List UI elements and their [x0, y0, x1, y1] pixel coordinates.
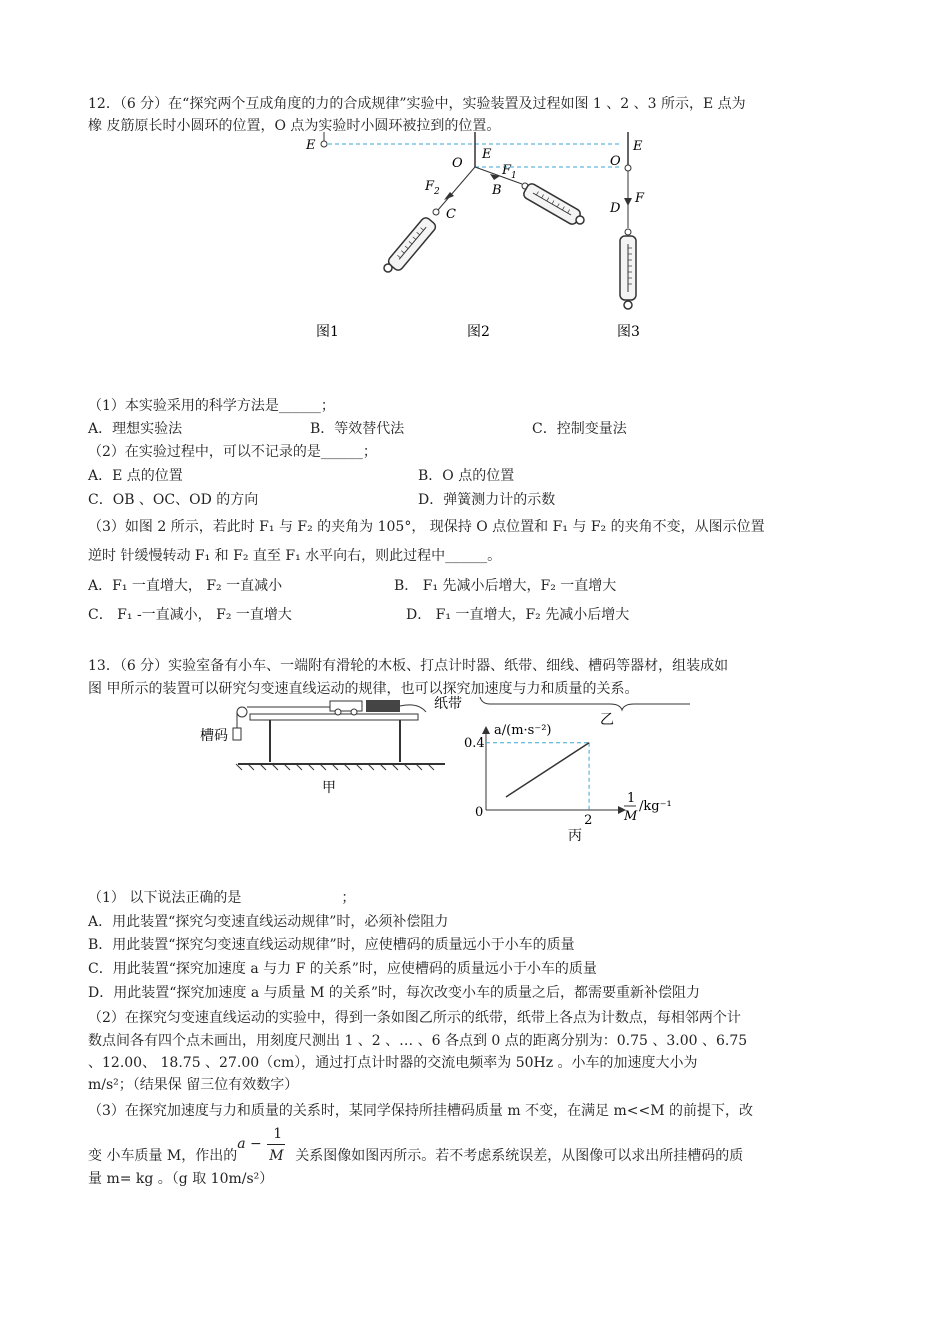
q13-sub2-line3: 、12.00、 18.75 、27.00（cm），通过打点计时器的交流电频率为 50Hz 。小车的加速度大小为	[88, 1055, 698, 1071]
graph-bing	[464, 723, 672, 844]
ring-d	[625, 229, 631, 235]
q12-sub3-option-a: A．F₁ 一直增大， F₂ 一直减小	[88, 578, 283, 594]
label-e-fig2: E	[482, 147, 492, 162]
caption-bing: 丙	[568, 828, 582, 844]
q13-sub2-line1: （2）在探究匀变速直线运动的实验中，得到一条如图乙所示的纸带，纸带上各点为计数点，每相邻两个计	[88, 1010, 741, 1026]
label-cao-ma: 槽码	[200, 728, 228, 744]
q12-sub1-option-b: B．等效替代法	[310, 421, 405, 437]
q13-sub3-fraction	[237, 1126, 295, 1166]
label-d: D	[610, 201, 621, 216]
spring-scale-d	[620, 236, 636, 300]
q12-sub3-line2: 逆时 针缓慢转动 F₁ 和 F₂ 直至 F₁ 水平向右，则此过程中______。	[88, 548, 502, 564]
q12-stem-line1: 12．（6 分）在“探究两个互成角度的力的合成规律”实验中，实验装置及过程如图 1 、2 、3 所示，E 点为	[88, 96, 746, 112]
caption-fig2: 图2	[467, 324, 490, 340]
label-o-fig2: O	[452, 156, 463, 171]
fraction-bar	[267, 1144, 285, 1145]
q13-sub2-line2: 数点间各有四个点未画出，用刻度尺测出 1 、2 、… 、6 各点到 0 点的距离分别为：0.75 、3.00 、6.75	[88, 1033, 748, 1049]
q12-sub2-option-c: C．OB 、OC、OD 的方向	[88, 492, 259, 508]
x-label-unit: /kg⁻¹	[639, 799, 672, 814]
q13-sub3-line2-b: 关系图像如图丙所示。若不考虑系统误差，从图像可以求出所挂槽码的质	[295, 1148, 744, 1164]
q13-sub1-text: （1） 以下说法正确的是	[88, 890, 242, 906]
x-label-num: 1	[627, 791, 636, 806]
label-f2: $F_2$	[425, 179, 440, 197]
q12-sub2-option-a: A．E 点的位置	[88, 468, 183, 484]
x-tick-label: 2	[584, 813, 593, 828]
q13-sub3-line3: 量 m= kg 。（g 取 10m/s²）	[88, 1171, 274, 1187]
label-e-fig3: E	[633, 139, 643, 154]
yi-brace	[480, 697, 690, 710]
caption-jia: 甲	[322, 780, 336, 796]
data-line	[506, 743, 589, 797]
q12-sub2-option-b: B．O 点的位置	[418, 468, 515, 484]
fraction-num: 1	[273, 1126, 283, 1142]
q13-stem-line2: 图 甲所示的装置可以研究匀变速直线运动的规律，也可以探究加速度与力和质量的关系。	[88, 681, 639, 697]
label-c: C	[446, 207, 456, 222]
q13-sub1-option-c: C．用此装置“探究加速度 a 与力 F 的关系”时，应使槽码的质量远小于小车的质量	[88, 961, 597, 977]
q12-sub1-option-a: A．理想实验法	[88, 421, 183, 437]
q12-sub3-option-c: C． F₁ -一直减小， F₂ 一直增大	[88, 607, 292, 623]
label-f: F	[635, 191, 645, 206]
f2-string	[438, 167, 475, 210]
q13-sub3-line2	[88, 1126, 744, 1166]
y-tick-label: 0.4	[464, 735, 485, 751]
label-o-fig3: O	[610, 154, 621, 169]
q12-sub3-option-d: D． F₁ 一直增大，F₂ 先减小后增大	[406, 607, 630, 623]
label-e-fig1: E	[306, 138, 316, 153]
spring-scale-b	[522, 182, 582, 226]
spring-scale-c	[387, 216, 438, 272]
q13-figure	[190, 692, 690, 852]
origin-label: 0	[475, 805, 484, 820]
caption-yi: 乙	[600, 712, 614, 728]
y-axis-label: a/(m·s⁻²)	[494, 723, 552, 738]
caption-fig1: 图1	[316, 324, 339, 340]
fraction-den: M	[269, 1148, 284, 1164]
q13-sub3-line1: （3）在探究加速度与力和质量的关系时，某同学保持所挂槽码质量 m 不变，在满足 m<<M 的前提下，改	[88, 1103, 754, 1119]
q12-sub2-option-d: D．弹簧测力计的示数	[418, 492, 556, 508]
q13-sub1-option-a: A．用此装置“探究匀变速直线运动规律”时，必须补偿阻力	[88, 914, 449, 930]
fraction-prefix: a −	[237, 1136, 262, 1152]
ring-e-fig1	[321, 141, 327, 147]
x-label-den: M	[624, 809, 638, 824]
q13-sub2-line4: m/s²；（结果保 留三位有效数字）	[88, 1077, 299, 1093]
cart-apparatus	[233, 700, 445, 770]
q13-stem-line1: 13．（6 分）实验室备有小车、一端附有滑轮的木板、打点计时器、纸带、细线、槽码等器材，组装成如	[88, 658, 729, 674]
q12-stem-line2: 橡 皮筋原长时小圆环的位置，O 点为实验时小圆环被拉到的位置。	[88, 118, 501, 134]
q13-sub1-option-d: D．用此装置“探究加速度 a 与质量 M 的关系”时，每次改变小车的质量之后，都需要重新补偿阻力	[88, 985, 701, 1001]
q12-sub3-line1: （3）如图 2 所示，若此时 F₁ 与 F₂ 的夹角为 105°， 现保持 O 点位置和 F₁ 与 F₂ 的夹角不变，从图示位置	[88, 519, 765, 535]
q12-sub1-option-c: C．控制变量法	[532, 421, 627, 437]
ring-o-fig3	[625, 165, 631, 171]
q13-sub1-option-b: B．用此装置“探究匀变速直线运动规律”时，应使槽码的质量远小于小车的质量	[88, 937, 575, 953]
label-zhi-dai: 纸带	[434, 696, 462, 712]
q12-sub3-option-b: B． F₁ 先减小后增大，F₂ 一直增大	[394, 578, 617, 594]
q12-sub1: （1）本实验采用的科学方法是______；	[88, 398, 335, 414]
q13-sub1-blank: ；	[341, 890, 356, 906]
q13-sub3-line2-a: 变 小车质量 M，作出的	[88, 1148, 238, 1164]
q13-sub1	[88, 888, 355, 908]
ring-c	[433, 209, 439, 215]
label-f1: $F_1$	[502, 163, 517, 181]
caption-fig3: 图3	[617, 324, 640, 340]
q12-sub2: （2）在实验过程中，可以不记录的是______；	[88, 444, 377, 460]
label-b: B	[492, 183, 502, 198]
q12-figure	[290, 132, 670, 347]
